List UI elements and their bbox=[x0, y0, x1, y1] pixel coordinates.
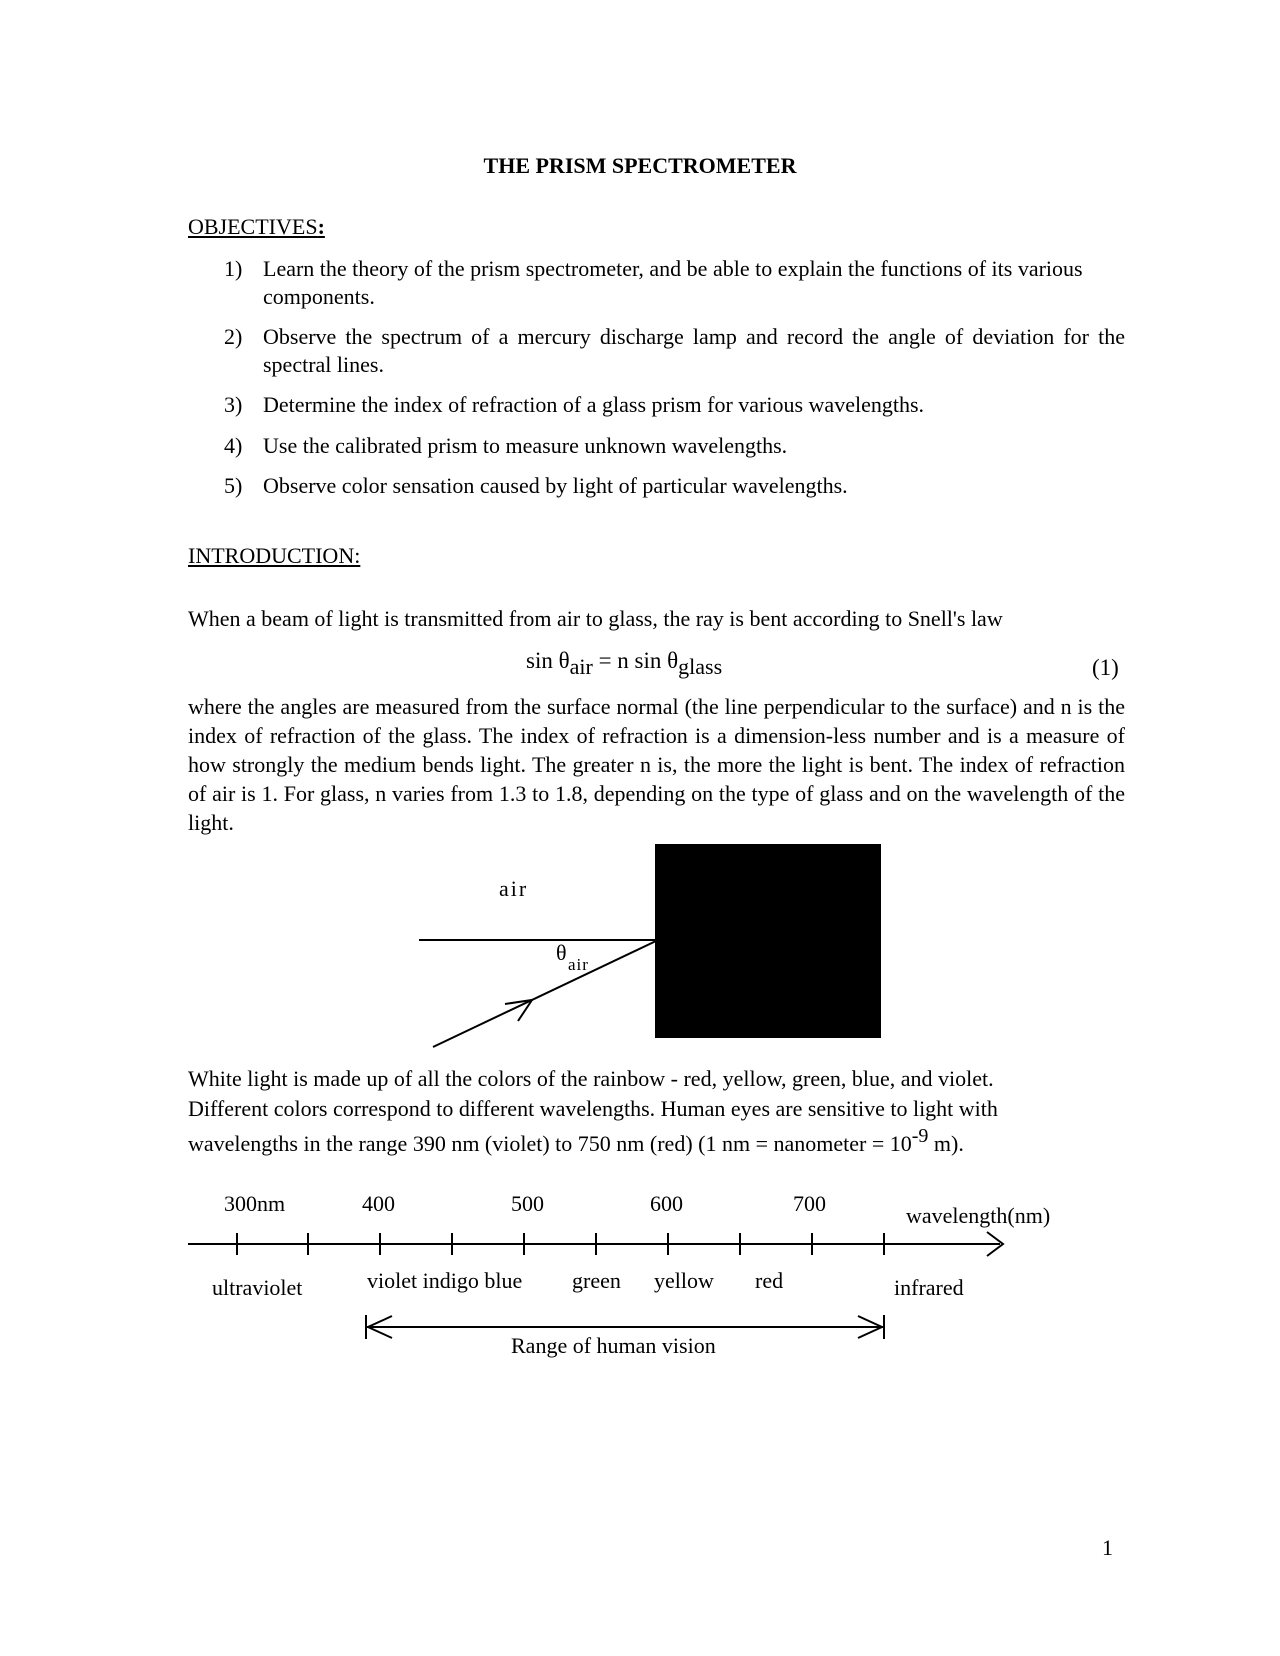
tick-label-400: 400 bbox=[362, 1191, 395, 1216]
objective-number-4: 4) bbox=[224, 433, 243, 458]
theta-symbol: θ bbox=[556, 940, 567, 965]
page-title: THE PRISM SPECTROMETER bbox=[483, 153, 797, 178]
objective-text-3: Determine the index of refraction of a glass prism for various wavelengths. bbox=[263, 392, 925, 417]
theta-subscript: air bbox=[568, 955, 589, 974]
intro-paragraph-3-line-1: White light is made up of all the colors of the rainbow - red, yellow, green, blue, and violet. bbox=[188, 1066, 994, 1091]
red-label: red bbox=[755, 1268, 784, 1293]
intro-paragraph-3-line-2: Different colors correspond to different wavelengths. Human eyes are sensitive to light with bbox=[188, 1096, 998, 1121]
objectives-heading-text: OBJECTIVES bbox=[188, 214, 318, 239]
equation-lhs: sin θ bbox=[526, 648, 570, 673]
objective-number-2: 2) bbox=[224, 324, 243, 349]
intro-paragraph-2: where the angles are measured from the surface normal (the line perpendicular to the surface) and n is the index of refraction of the glass. The index of refraction is a dimension-less number and is a measure of how strongly the medium bends light. The greater n is, the more the light is bent. The index of refraction of air is 1. For glass, n varies from 1.3 to 1.8, depending on the type of glass and on the wavelength of the light. bbox=[188, 694, 1125, 835]
ultraviolet-label: ultraviolet bbox=[212, 1275, 303, 1300]
objective-text-4: Use the calibrated prism to measure unknown wavelengths. bbox=[263, 433, 788, 458]
objective-text-5: Observe color sensation caused by light of particular wavelengths. bbox=[263, 473, 848, 498]
page-number: 1 bbox=[1102, 1535, 1113, 1560]
objectives-heading-colon: : bbox=[317, 214, 325, 239]
objective-number-5: 5) bbox=[224, 473, 243, 498]
introduction-heading: INTRODUCTION: bbox=[188, 543, 361, 568]
objective-text-2: Observe the spectrum of a mercury discharge lamp and record the angle of deviation for the spectral lines. bbox=[263, 324, 1125, 377]
objective-text-1: Learn the theory of the prism spectrometer, and be able to explain the functions of its various components. bbox=[263, 256, 1083, 309]
para3-line3-end: m). bbox=[928, 1131, 964, 1156]
equation-number: (1) bbox=[1092, 655, 1119, 680]
para3-exponent: -9 bbox=[911, 1125, 929, 1147]
green-label: green bbox=[572, 1268, 621, 1293]
equation-lhs-subscript: air bbox=[569, 654, 593, 679]
yellow-label: yellow bbox=[654, 1268, 714, 1293]
tick-label-500: 500 bbox=[511, 1191, 544, 1216]
violet-indigo-blue-label: violet indigo blue bbox=[367, 1268, 523, 1293]
para3-line3-text: wavelengths in the range 390 nm (violet) to 750 nm (red) (1 nm = nanometer = 10 bbox=[188, 1131, 912, 1156]
range-of-human-vision-label: Range of human vision bbox=[511, 1333, 716, 1358]
equation-middle: = n sin θ bbox=[592, 648, 679, 673]
tick-label-600: 600 bbox=[650, 1191, 683, 1216]
objective-number-1: 1) bbox=[224, 256, 243, 281]
axis-label: wavelength(nm) bbox=[906, 1203, 1051, 1228]
equation-rhs-subscript: glass bbox=[678, 654, 723, 679]
air-label: air bbox=[499, 876, 529, 901]
tick-label-700: 700 bbox=[793, 1191, 826, 1216]
intro-paragraph-1: When a beam of light is transmitted from air to glass, the ray is bent according to Snell's law bbox=[188, 606, 1003, 631]
infrared-label: infrared bbox=[894, 1275, 964, 1300]
tick-label-300: 300nm bbox=[224, 1191, 286, 1216]
objective-number-3: 3) bbox=[224, 392, 243, 417]
